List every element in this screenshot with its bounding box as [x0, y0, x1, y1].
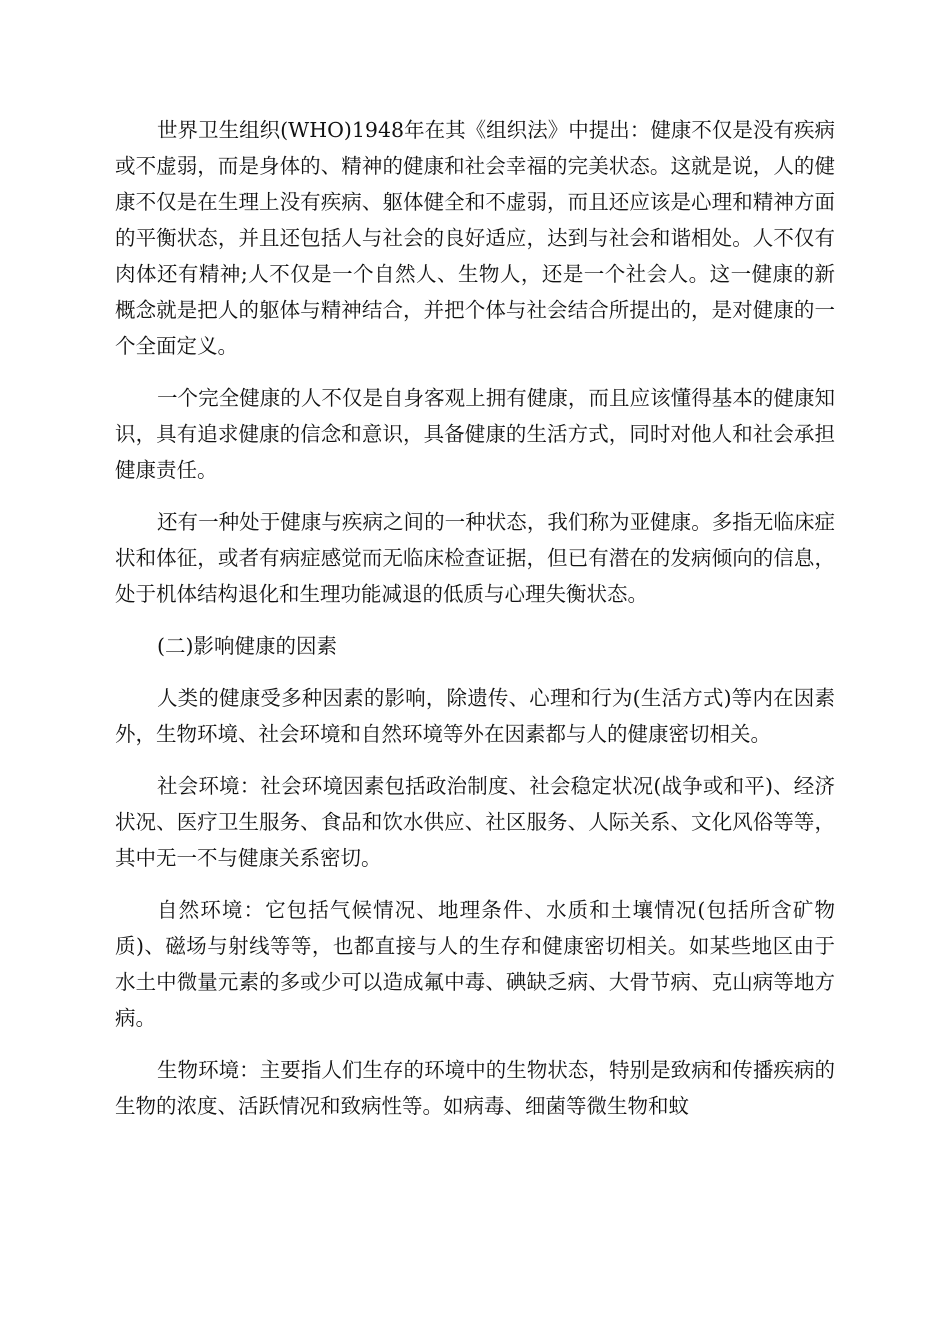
paragraph-factors-intro: 人类的健康受多种因素的影响，除遗传、心理和行为(生活方式)等内在因素外，生物环境、社会环境和自然环境等外在因素都与人的健康密切相关。 — [115, 686, 835, 746]
paragraph-biological-environment: 生物环境：主要指人们生存的环境中的生物状态，特别是致病和传播疾病的生物的浓度、活跃情况和致病性等。如病毒、细菌等微生物和蚊 — [115, 1058, 835, 1118]
paragraph-who-definition: 世界卫生组织(WHO)1948年在其《组织法》中提出：健康不仅是没有疾病或不虚弱，而是身体的、精神的健康和社会幸福的完美状态。这就是说，人的健康不仅是在生理上没有疾病、躯体健全和不虚弱，而且还应该是心理和精神方面的平衡状态，并且还包括人与社会的良好适应，达到与社会和谐相处。人不仅有肉体还有精神;人不仅是一个自然人、生物人，还是一个社会人。这一健康的新概念就是把人的躯体与精神结合，并把个体与社会结合所提出的，是对健康的一个全面定义。 — [115, 118, 835, 358]
section-heading-health-factors: (二)影响健康的因素 — [157, 634, 337, 658]
paragraph-natural-environment: 自然环境：它包括气候情况、地理条件、水质和土壤情况(包括所含矿物质)、磁场与射线等等，也都直接与人的生存和健康密切相关。如某些地区由于水土中微量元素的多或少可以造成氟中毒、碘缺乏病、大骨节病、克山病等地方病。 — [115, 898, 835, 1030]
paragraph-social-environment: 社会环境：社会环境因素包括政治制度、社会稳定状况(战争或和平)、经济状况、医疗卫生服务、食品和饮水供应、社区服务、人际关系、文化风俗等等，其中无一不与健康关系密切。 — [115, 774, 835, 870]
paragraph-complete-health: 一个完全健康的人不仅是自身客观上拥有健康，而且应该懂得基本的健康知识，具有追求健康的信念和意识，具备健康的生活方式，同时对他人和社会承担健康责任。 — [115, 386, 835, 482]
paragraph-sub-health: 还有一种处于健康与疾病之间的一种状态，我们称为亚健康。多指无临床症状和体征，或者有病症感觉而无临床检查证据，但已有潜在的发病倾向的信息，处于机体结构退化和生理功能减退的低质与心理失衡状态。 — [115, 510, 835, 606]
document-page — [115, 112, 835, 1140]
